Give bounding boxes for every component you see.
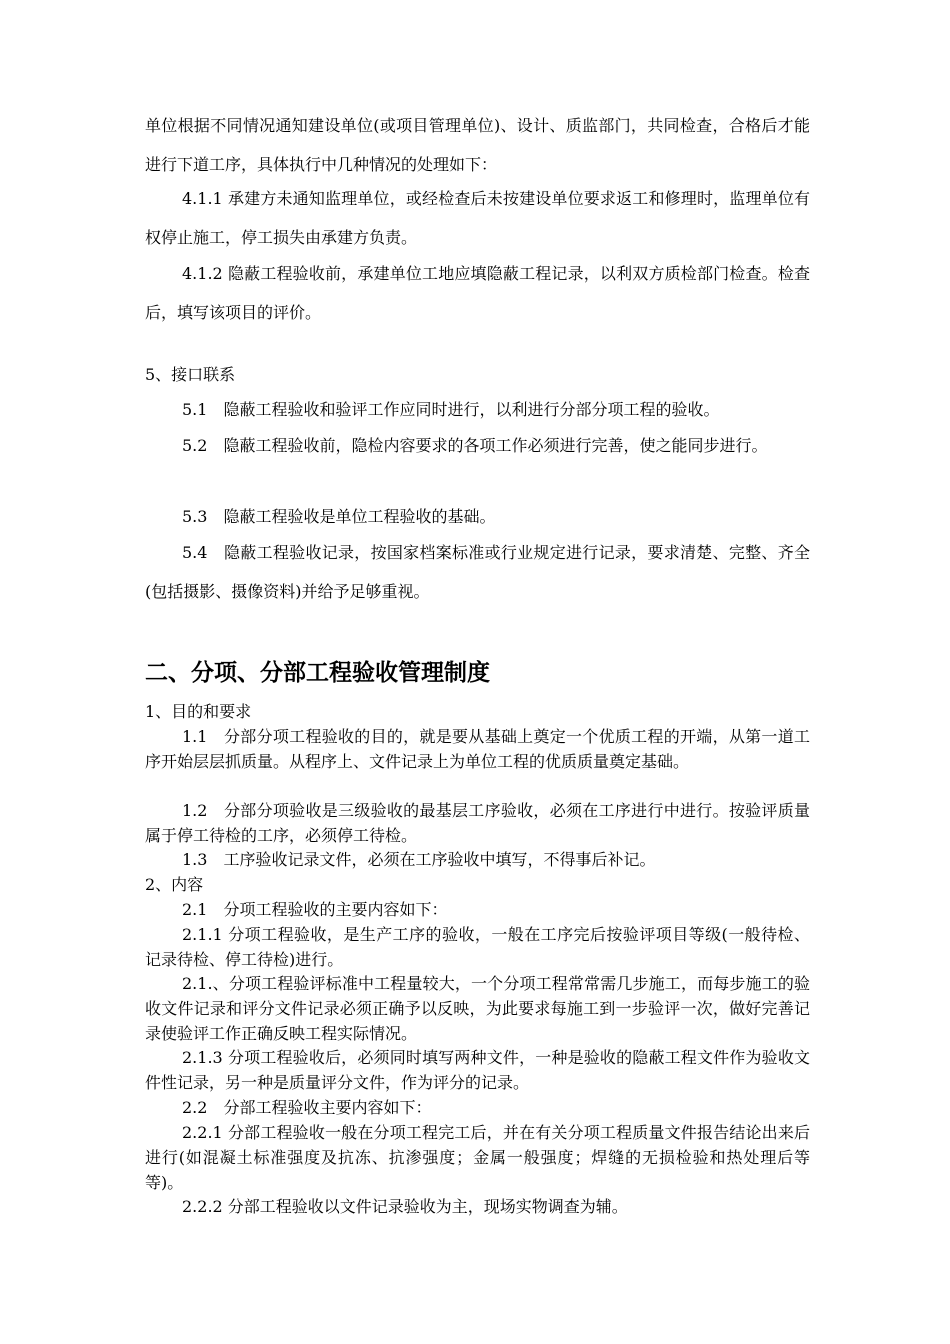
paragraph-5-4: 5.4 隐蔽工程验收记录，按国家档案标准或行业规定进行记录，要求清楚、完整、齐全(包括摄影、摄像资料)并给予足够重视。 xyxy=(145,543,810,601)
paragraph-2-2-1: 2.2.1 分部工程验收一般在分项工程完工后，并在有关分项工程质量文件报告结论出来后进行(如混凝土标准强度及抗冻、抗渗强度；金属一般强度；焊缝的无损检验和热处理后等等)。 xyxy=(145,1123,810,1192)
paragraph-2-2: 2.2 分部工程验收主要内容如下： xyxy=(182,1098,432,1117)
paragraph-2-1-1: 2.1.1 分项工程验收，是生产工序的验收，一般在工序完后按验评项目等级(一般待检、记录待检、停工待检)进行。 xyxy=(145,925,810,969)
chapter-2-title: 二、分项、分部工程验收管理制度 xyxy=(145,660,490,686)
sub-1-heading: 1、目的和要求 xyxy=(145,702,252,721)
paragraph-5-3: 5.3 隐蔽工程验收是单位工程验收的基础。 xyxy=(182,507,496,526)
paragraph-4-1-1: 4.1.1 承建方未通知监理单位，或经检查后未按建设单位要求返工和修理时，监理单位有权停止施工，停工损失由承建方负责。 xyxy=(145,189,810,247)
paragraph-5-1: 5.1 隐蔽工程验收和验评工作应同时进行，以利进行分部分项工程的验收。 xyxy=(182,400,720,419)
paragraph-4-1-2: 4.1.2 隐蔽工程验收前，承建单位工地应填隐蔽工程记录，以利双方质检部门检查。检查后，填写该项目的评价。 xyxy=(145,264,810,322)
paragraph-2-2-2: 2.2.2 分部工程验收以文件记录验收为主，现场实物调查为辅。 xyxy=(182,1197,628,1216)
paragraph-1-3: 1.3 工序验收记录文件，必须在工序验收中填写，不得事后补记。 xyxy=(182,850,656,869)
paragraph-1-1: 1.1 分部分项工程验收的目的，就是要从基础上奠定一个优质工程的开端，从第一道工序开始层层抓质量。从程序上、文件记录上为单位工程的优质质量奠定基础。 xyxy=(145,727,810,771)
paragraph-2-1: 2.1 分项工程验收的主要内容如下： xyxy=(182,900,448,919)
paragraph-continuation: 单位根据不同情况通知建设单位(或项目管理单位)、设计、质监部门，共同检查，合格后才能进行下道工序，具体执行中几种情况的处理如下： xyxy=(145,116,810,174)
paragraph-2-1-2: 2.1.、分项工程验评标准中工程量较大，一个分项工程常常需几步施工，而每步施工的验收文件记录和评分文件记录必须正确予以反映，为此要求每施工到一步验评一次，做好完善记录使验评工作正确反映工程实际情况。 xyxy=(145,974,810,1043)
paragraph-2-1-3: 2.1.3 分项工程验收后，必须同时填写两种文件，一种是验收的隐蔽工程文件作为验收文件性记录，另一种是质量评分文件，作为评分的记录。 xyxy=(145,1048,810,1092)
sub-2-heading: 2、内容 xyxy=(145,875,204,894)
paragraph-5-2: 5.2 隐蔽工程验收前，隐检内容要求的各项工作必须进行完善，使之能同步进行。 xyxy=(182,436,768,455)
section-5-heading: 5、接口联系 xyxy=(145,365,236,384)
paragraph-1-2: 1.2 分部分项验收是三级验收的最基层工序验收，必须在工序进行中进行。按验评质量属于停工待检的工序，必须停工待检。 xyxy=(145,801,810,845)
